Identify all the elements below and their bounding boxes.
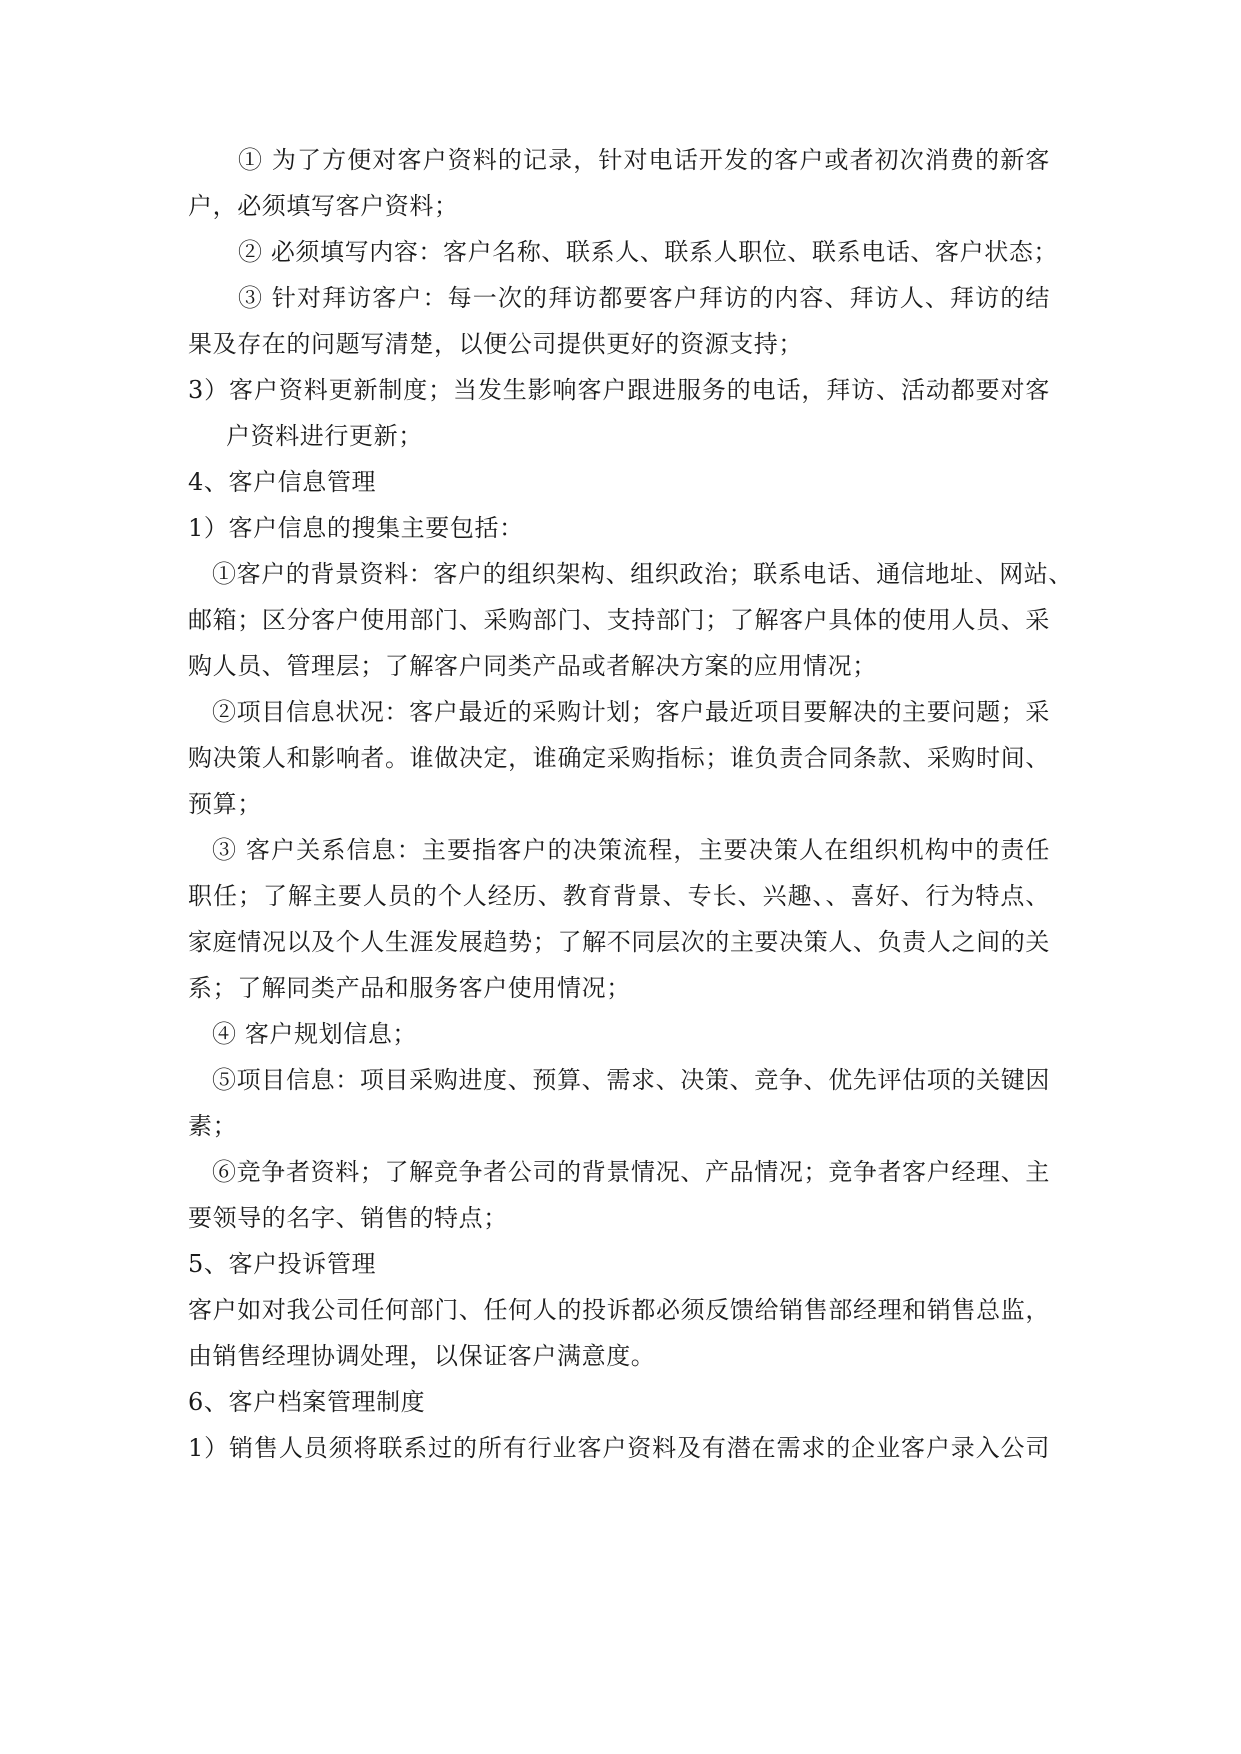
text-line: ③ 客户关系信息：主要指客户的决策流程，主要决策人在组织机构中的责任	[212, 836, 1050, 864]
text-line: ②项目信息状况：客户最近的采购计划；客户最近项目要解决的主要问题；采	[212, 698, 1050, 726]
text-line: ④ 客户规划信息；	[212, 1020, 418, 1048]
section-heading: 5、客户投诉管理	[188, 1250, 377, 1278]
section-heading: 6、客户档案管理制度	[188, 1388, 426, 1416]
text-line: 要领导的名字、销售的特点；	[188, 1204, 508, 1232]
text-line: ③ 针对拜访客户：每一次的拜访都要客户拜访的内容、拜访人、拜访的结	[238, 284, 1050, 312]
text-line: 果及存在的问题写清楚，以便公司提供更好的资源支持；	[188, 330, 803, 358]
text-line: 由销售经理协调处理，以保证客户满意度。	[188, 1342, 656, 1370]
text-line: ② 必须填写内容：客户名称、联系人、联系人职位、联系电话、客户状态；	[238, 238, 1059, 266]
text-line: 素；	[188, 1112, 238, 1140]
section-heading: 4、客户信息管理	[188, 468, 377, 496]
text-line: 户，必须填写客户资料；	[188, 192, 459, 220]
text-line: ⑤项目信息：项目采购进度、预算、需求、决策、竞争、优先评估项的关键因	[212, 1066, 1050, 1094]
text-line: 预算；	[188, 790, 262, 818]
text-line: ①客户的背景资料：客户的组织架构、组织政治；联系电话、通信地址、网站、	[212, 560, 1073, 588]
text-line: 1）销售人员须将联系过的所有行业客户资料及有潜在需求的企业客户录入公司	[188, 1434, 1050, 1462]
text-line: 购决策人和影响者。谁做决定，谁确定采购指标；谁负责合同条款、采购时间、	[188, 744, 1050, 772]
text-line: 系；了解同类产品和服务客户使用情况；	[188, 974, 631, 1002]
text-line: 职任；了解主要人员的个人经历、教育背景、专长、兴趣、、喜好、行为特点、	[188, 882, 1050, 910]
text-line: ① 为了方便对客户资料的记录，针对电话开发的客户或者初次消费的新客	[238, 146, 1050, 174]
text-line: 客户如对我公司任何部门、任何人的投诉都必须反馈给销售部经理和销售总监，	[188, 1296, 1050, 1324]
text-line: 1）客户信息的搜集主要包括：	[188, 514, 524, 542]
text-line: ⑥竞争者资料；了解竞争者公司的背景情况、产品情况；竞争者客户经理、主	[212, 1158, 1050, 1186]
text-line: 3）客户资料更新制度；当发生影响客户跟进服务的电话，拜访、活动都要对客	[188, 376, 1050, 404]
text-line: 家庭情况以及个人生涯发展趋势；了解不同层次的主要决策人、负责人之间的关	[188, 928, 1050, 956]
text-line: 购人员、管理层；了解客户同类产品或者解决方案的应用情况；	[188, 652, 877, 680]
text-line: 邮箱；区分客户使用部门、采购部门、支持部门；了解客户具体的使用人员、采	[188, 606, 1050, 634]
text-line: 户资料进行更新；	[226, 422, 423, 450]
